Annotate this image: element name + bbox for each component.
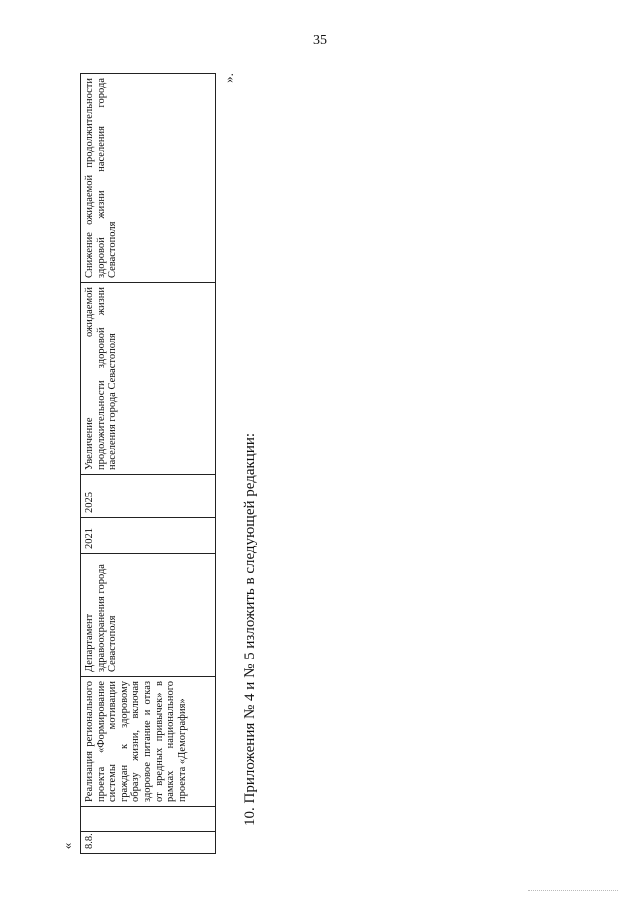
footer-line — [528, 890, 618, 891]
cell-end-year: 2025 — [81, 475, 216, 518]
opening-quote: « — [59, 842, 75, 850]
cell-start-year: 2021 — [81, 518, 216, 554]
measures-table — [80, 73, 216, 854]
amendment-instruction: 10. Приложения № 4 и № 5 изложить в следующей редакции: — [242, 432, 258, 826]
cell-empty — [81, 807, 216, 832]
cell-expected-result: Увеличение ожидаемой продолжительности здоровой жизни населения города Севастополя — [81, 283, 216, 475]
cell-consequence: Снижение ожидаемой продолжительности здоровой жизни населения города Севастополя — [81, 74, 216, 283]
table-row — [81, 74, 216, 854]
rotated-table-wrapper — [80, 74, 216, 854]
cell-event: Реализация регионального проекта «Формирование системы мотивации граждан к здоровому образу жизни, включая здоровое питание и отказ от вредных привычек» в рамках национального проекта «Демография» — [81, 677, 216, 807]
closing-quote: ». — [220, 73, 236, 83]
cell-responsible: Департамент здравоохранения города Севастополя — [81, 554, 216, 677]
cell-number: 8.8. — [81, 832, 216, 854]
page-number: 35 — [313, 33, 327, 48]
